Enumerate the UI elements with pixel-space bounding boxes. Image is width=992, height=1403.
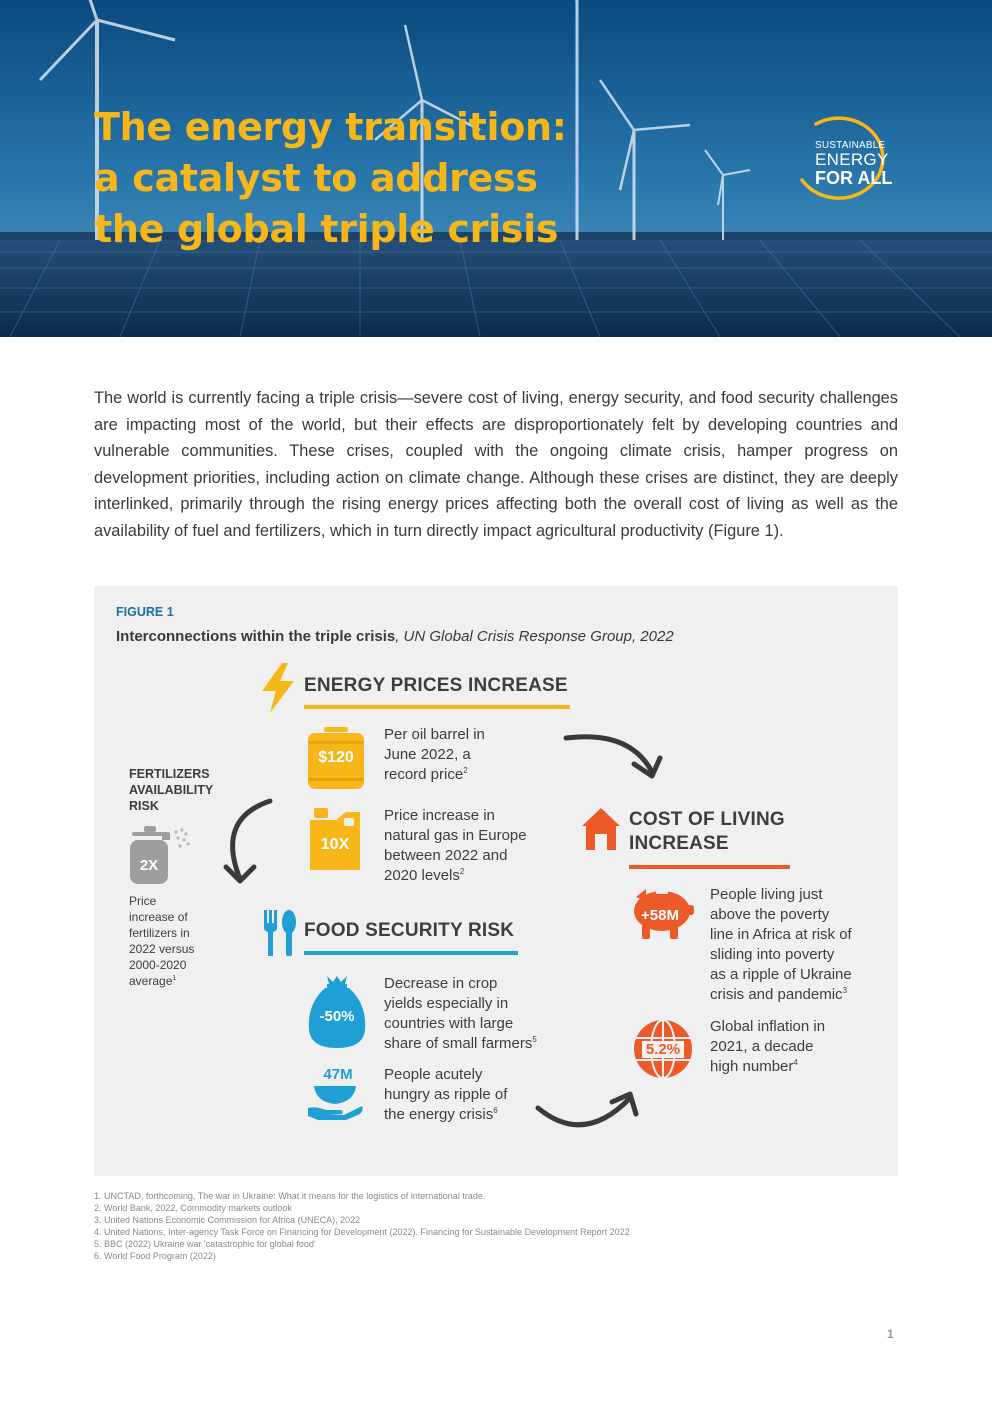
page-number: 1 (887, 1327, 894, 1341)
footnote: 2. World Bank, 2022, Commodity markets outlook (94, 1203, 292, 1213)
arrow-energy-to-fertilizer-icon (210, 795, 280, 887)
sprayer-icon (128, 824, 192, 884)
footnote: 3. United Nations Economic Commission for Africa (UNECA), 2022 (94, 1215, 361, 1225)
sustainable-energy-for-all-logo (786, 110, 904, 202)
energy-rule (304, 705, 570, 709)
fertilizer-value: 2X (139, 857, 159, 874)
gas-price-text: Price increase in natural gas in Europe between 2022 and 2020 levels$^2$ (384, 807, 527, 884)
logo-text: SUSTAINABLE (815, 140, 886, 151)
figure-caption: Interconnections within the triple crisis, UN Global Crisis Response Group, 2022 (116, 628, 674, 645)
hungry-value: 47M (323, 1066, 353, 1083)
inflation-text: Global inflation in 2021, a decade high number$^4$ (710, 1018, 826, 1075)
hero-banner (0, 0, 992, 337)
gas-price-value: 10X (320, 836, 350, 853)
page-title (94, 102, 694, 255)
crop-yield-text: Decrease in crop yields especially in countries with large share of small farmers$^5$ (384, 975, 537, 1052)
hungry-text: People acutely hungry as ripple of the energy crisis$^6$ (384, 1066, 508, 1123)
figure-label: FIGURE 1 (116, 605, 174, 619)
footnote: 6. World Food Program (2022) (94, 1251, 216, 1261)
poverty-value: +58M (641, 907, 679, 924)
fertilizer-heading: FERTILIZERS AVAILABILITY RISK (129, 767, 214, 813)
logo-text: ENERGY (815, 150, 889, 169)
arrow-energy-to-cost-icon (560, 728, 670, 786)
logo-text: FOR ALL (815, 168, 893, 188)
oil-price-value: $120 (318, 749, 354, 766)
intro-paragraph: The world is currently facing a triple crisis—severe cost of living, energy security, and food security challenges are impacting most of the world, but their effects are disproportionately felt by developing countries and vulnerable communities. These crises, coupled with the ongoing climate crisis, hamper progress on development priorities, including action on climate change. Although these crises are distinct, they are deeply interlinked, primarily through the rising energy prices affecting both the overall cost of living as well as the availability of fuel and fertilizers, which in turn directly impact agricultural productivity (Figure 1). (94, 389, 898, 540)
title-line: The energy transition: (94, 105, 567, 149)
house-icon (582, 808, 620, 850)
food-rule (304, 951, 518, 955)
title-line: the global triple crisis (94, 207, 559, 251)
footnote: 4. United Nations, Inter-agency Task Force on Financing for Development (2022). Financing for Sustainable Development Report 2022 (94, 1227, 630, 1237)
fork-spoon-icon (262, 910, 298, 956)
fertilizer-text: Price increase of fertilizers in 2022 versus 2000-2020 average$^1$ (129, 894, 195, 988)
hand-bowl-icon (306, 1084, 364, 1120)
lightning-bolt-icon (260, 663, 298, 713)
oil-price-text: Per oil barrel in June 2022, a record price$^2$ (384, 726, 485, 783)
footnotes (94, 1190, 898, 1262)
arrow-food-to-cost-icon (532, 1086, 644, 1142)
footnote: 5. BBC (2022) Ukraine war 'catastrophic for global food' (94, 1239, 316, 1249)
poverty-text: People living just above the poverty line in Africa at risk of sliding into poverty as a ripple of Ukraine crisis and pandemic$^3$ (710, 886, 852, 1003)
inflation-value: 5.2% (645, 1041, 681, 1058)
cost-heading: COST OF LIVING INCREASE (629, 809, 785, 854)
cost-rule (629, 865, 790, 869)
food-heading: FOOD SECURITY RISK (304, 920, 515, 941)
title-line: a catalyst to address (94, 156, 538, 200)
footnote: 1. UNCTAD, forthcoming, The war in Ukraine: What it means for the logistics of international trade. (94, 1191, 486, 1201)
energy-heading: ENERGY PRICES INCREASE (304, 675, 568, 696)
crop-yield-value: -50% (319, 1008, 355, 1025)
